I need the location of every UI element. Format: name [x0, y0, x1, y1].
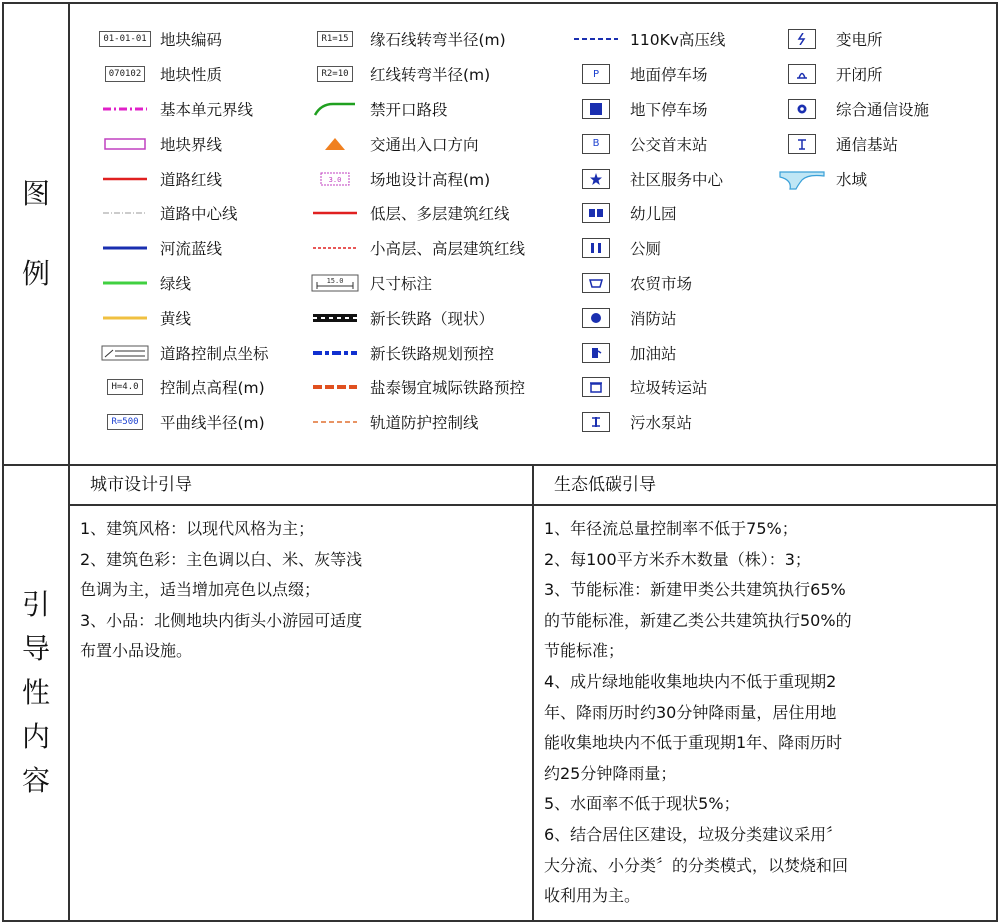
icon-box: [582, 99, 610, 119]
low-rise-red-line-symbol: [310, 204, 360, 222]
symbol-text: P: [592, 68, 600, 80]
legend-label: 地块编码: [160, 31, 223, 50]
legend-item: [310, 92, 572, 127]
legend-label: 水域: [836, 170, 868, 189]
railway-planned-symbol: [310, 344, 360, 362]
legend-item: [572, 405, 778, 440]
guide-line: 3、小品：北侧地块内街头小游园可适度: [80, 610, 363, 630]
legend-item: [310, 231, 572, 266]
curb-radius-symbol: [310, 30, 360, 48]
legend-column-3: [572, 22, 778, 440]
icon-box: [788, 29, 816, 49]
dimension-value: 15.0: [326, 276, 344, 285]
intercity-railway-symbol: [310, 378, 360, 396]
guide-line: 1、年径流总量控制率不低于75%；: [544, 519, 798, 538]
guide-line: 2、每100平方米乔木数量（株）：3；: [544, 549, 811, 569]
guide-label-char: 内: [21, 720, 50, 753]
eco-carbon-header: 生态低碳引导: [534, 466, 996, 506]
eco-carbon-column: [534, 466, 996, 920]
parcel-type-symbol: [100, 65, 150, 83]
legend-item: [572, 161, 778, 196]
symbol-text: R2=10: [317, 66, 352, 82]
legend-item: [572, 231, 778, 266]
icon-box: [582, 169, 610, 189]
dimension-symbol: [310, 274, 360, 292]
legend-column-2: [310, 22, 572, 440]
legend-label-char: 图: [21, 177, 50, 210]
guide-columns: [70, 466, 996, 920]
legend-label: 新长铁路规划预控: [370, 344, 495, 363]
guide-line: 1、建筑风格：以现代风格为主；: [80, 519, 315, 538]
icon-box: [788, 134, 816, 154]
waste-transfer-icon: [572, 378, 620, 396]
symbol-text: 01-01-01: [99, 31, 150, 47]
road-center-line-symbol: [100, 204, 150, 222]
svg-text:3.0: 3.0: [328, 175, 342, 184]
legend-item: [572, 335, 778, 370]
legend-label: 消防站: [630, 309, 677, 328]
legend-label: 变电所: [836, 31, 883, 50]
urban-design-column: [70, 466, 534, 920]
legend-label: 禁开口路段: [370, 100, 448, 119]
farmers-market-icon: [572, 274, 620, 292]
underground-parking-icon: [572, 100, 620, 118]
legend-column-1: [100, 22, 310, 440]
legend-item: [100, 266, 310, 301]
guide-label-char: 性: [21, 676, 50, 709]
sewage-pump-icon: [572, 413, 620, 431]
railway-existing-symbol: [310, 309, 360, 327]
substation-icon: [778, 30, 826, 48]
legend-label: 轨道防护控制线: [370, 414, 479, 433]
guide-line: 布置小品设施。: [80, 641, 193, 661]
legend-item: [778, 161, 978, 196]
legend-item: [572, 196, 778, 231]
icon-box: [788, 99, 816, 119]
icon-box: [582, 412, 610, 432]
legend-label: 绿线: [160, 274, 192, 293]
legend-label: 场地设计高程(m): [370, 170, 491, 189]
legend-item: [100, 57, 310, 92]
urban-design-body: [70, 506, 532, 667]
river-blue-line-symbol: [100, 239, 150, 257]
yellow-line-symbol: [100, 309, 150, 327]
guide-line: 约25分钟降雨量；: [544, 763, 677, 783]
guide-label-char: 容: [21, 764, 50, 797]
legend-label-char: 例: [21, 257, 50, 290]
bus-terminal-icon: [572, 135, 620, 153]
icon-box: [788, 64, 816, 84]
legend-label: 地块性质: [160, 66, 223, 85]
symbol-text: 070102: [105, 66, 146, 82]
legend-item: [310, 161, 572, 196]
legend-item: [100, 405, 310, 440]
legend-column-4: [778, 22, 978, 440]
legend-label: 综合通信设施: [836, 100, 930, 119]
legend-label: 河流蓝线: [160, 240, 223, 259]
legend-label: 道路控制点坐标: [160, 344, 269, 363]
legend-item: [778, 22, 978, 57]
high-rise-red-line-symbol: [310, 239, 360, 257]
symbol-text: B: [592, 138, 600, 150]
guide-line: 能收集地块内不低于重现期1年、降雨历时: [544, 733, 843, 753]
water-area-icon: [778, 170, 826, 188]
guide-line: 5、水面率不低于现状5%；: [544, 794, 740, 814]
parcel-boundary-symbol: [100, 135, 150, 153]
icon-box: [582, 377, 610, 397]
guide-line: 2、建筑色彩：主色调以白、米、灰等浅: [80, 549, 363, 569]
main-table: [2, 2, 998, 922]
guide-label-char: 引: [21, 588, 50, 621]
legend-label: 缘石线转弯半径(m): [370, 31, 506, 50]
legend-label: 开闭所: [836, 66, 883, 85]
legend-label: 污水泵站: [630, 414, 693, 433]
legend-item: [778, 126, 978, 161]
legend-item: [778, 57, 978, 92]
legend-area: [69, 3, 997, 465]
telecom-facility-icon: [778, 100, 826, 118]
rail-protection-line-symbol: [310, 413, 360, 431]
legend-label: 小高层、高层建筑红线: [370, 240, 526, 259]
legend-item: [100, 196, 310, 231]
legend-label: 垃圾转运站: [630, 379, 708, 398]
legend-item: [310, 405, 572, 440]
symbol-text: R1=15: [317, 31, 352, 47]
legend-item: [572, 92, 778, 127]
road-red-line-symbol: [100, 170, 150, 188]
guide-line: 色调为主，适当增加亮色以点缀；: [80, 580, 321, 600]
urban-design-header: 城市设计引导: [70, 466, 532, 506]
legend-item: [310, 126, 572, 161]
legend-label: 地面停车场: [630, 66, 708, 85]
legend-item: [100, 335, 310, 370]
legend-label: 盐泰锡宜城际铁路预控: [370, 379, 526, 398]
legend-item: [310, 335, 572, 370]
legend-item: [572, 370, 778, 405]
icon-box: [582, 308, 610, 328]
cell-tower-icon: [778, 135, 826, 153]
road-control-point-symbol: [100, 344, 150, 362]
control-elevation-symbol: [100, 378, 150, 396]
guide-label-char: 导: [21, 632, 50, 665]
legend-item: [572, 266, 778, 301]
legend-side-label: [3, 3, 69, 465]
legend-label: 低层、多层建筑红线: [370, 205, 510, 224]
legend-item: [100, 22, 310, 57]
guide-line: 大分流、小分类〞的分类模式，以焚烧和回: [544, 855, 849, 875]
legend-item: [572, 22, 778, 57]
traffic-entrance-icon: [310, 135, 360, 153]
no-opening-section-symbol: [310, 100, 360, 118]
icon-box: [582, 238, 610, 258]
legend-item: [310, 300, 572, 335]
guide-line: 6、结合居住区建设，垃圾分类建议采用〞: [544, 824, 843, 844]
symbol-text: H=4.0: [107, 379, 142, 395]
legend-label: 地下停车场: [630, 100, 708, 119]
high-voltage-line-symbol: [572, 30, 620, 48]
fire-station-icon: [572, 309, 620, 327]
community-center-icon: [572, 170, 620, 188]
gas-station-icon: [572, 344, 620, 362]
switching-station-icon: [778, 65, 826, 83]
curve-radius-symbol: [100, 413, 150, 431]
legend-item: [100, 231, 310, 266]
legend-label: 加油站: [630, 344, 677, 363]
legend-label: 平曲线半径(m): [160, 414, 265, 433]
legend-label: 道路红线: [160, 170, 223, 189]
icon-box: [582, 64, 610, 84]
legend-item: [100, 370, 310, 405]
unit-boundary-symbol: [100, 100, 150, 118]
legend-label: 基本单元界线: [160, 100, 254, 119]
parcel-code-symbol: [100, 30, 150, 48]
legend-item: [310, 22, 572, 57]
surface-parking-icon: [572, 65, 620, 83]
icon-box: [582, 273, 610, 293]
legend-label: 红线转弯半径(m): [370, 66, 491, 85]
site-elevation-symbol: [310, 170, 360, 188]
symbol-text: R=500: [107, 414, 142, 430]
red-line-radius-symbol: [310, 65, 360, 83]
legend-item: [100, 126, 310, 161]
guide-line: 3、节能标准：新建甲类公共建筑执行65%: [544, 580, 846, 600]
legend-label: 地块界线: [160, 135, 223, 154]
legend-label: 控制点高程(m): [160, 379, 265, 398]
legend-label: 社区服务中心: [630, 170, 724, 189]
legend-label: 通信基站: [836, 135, 899, 154]
legend-grid: [100, 22, 978, 440]
legend-item: [572, 57, 778, 92]
legend-item: [100, 92, 310, 127]
guide-area: [69, 465, 997, 921]
legend-label: 道路中心线: [160, 205, 238, 224]
legend-item: [310, 196, 572, 231]
icon-box: [582, 134, 610, 154]
legend-label: 黄线: [160, 309, 192, 328]
guide-line: 节能标准；: [544, 641, 625, 661]
icon-box: [582, 343, 610, 363]
legend-label: 尺寸标注: [370, 274, 433, 293]
legend-item: [100, 161, 310, 196]
kindergarten-icon: [572, 204, 620, 222]
legend-item: [778, 92, 978, 127]
legend-item: [572, 300, 778, 335]
legend-label: 幼儿园: [630, 205, 677, 224]
guide-side-label: [3, 465, 69, 921]
legend-label: 交通出入口方向: [370, 135, 479, 154]
legend-item: [310, 370, 572, 405]
legend-item: [310, 266, 572, 301]
legend-label: 新长铁路（现状）: [370, 309, 495, 328]
guide-line: 年、降雨历时约30分钟降雨量，居住用地: [544, 702, 837, 722]
legend-label: 110Kv高压线: [630, 31, 726, 50]
legend-item: [310, 57, 572, 92]
green-line-symbol: [100, 274, 150, 292]
guide-line: 的节能标准，新建乙类公共建筑执行50%的: [544, 610, 852, 630]
legend-item: [100, 300, 310, 335]
legend-label: 农贸市场: [630, 274, 693, 293]
public-toilet-icon: [572, 239, 620, 257]
legend-label: 公厕: [630, 240, 662, 259]
icon-box: [582, 203, 610, 223]
guide-line: 4、成片绿地能收集地块内不低于重现期2: [544, 671, 837, 691]
legend-label: 公交首末站: [630, 135, 708, 154]
eco-carbon-body: [534, 506, 996, 912]
legend-item: [572, 126, 778, 161]
guide-line: 收利用为主。: [544, 886, 641, 906]
